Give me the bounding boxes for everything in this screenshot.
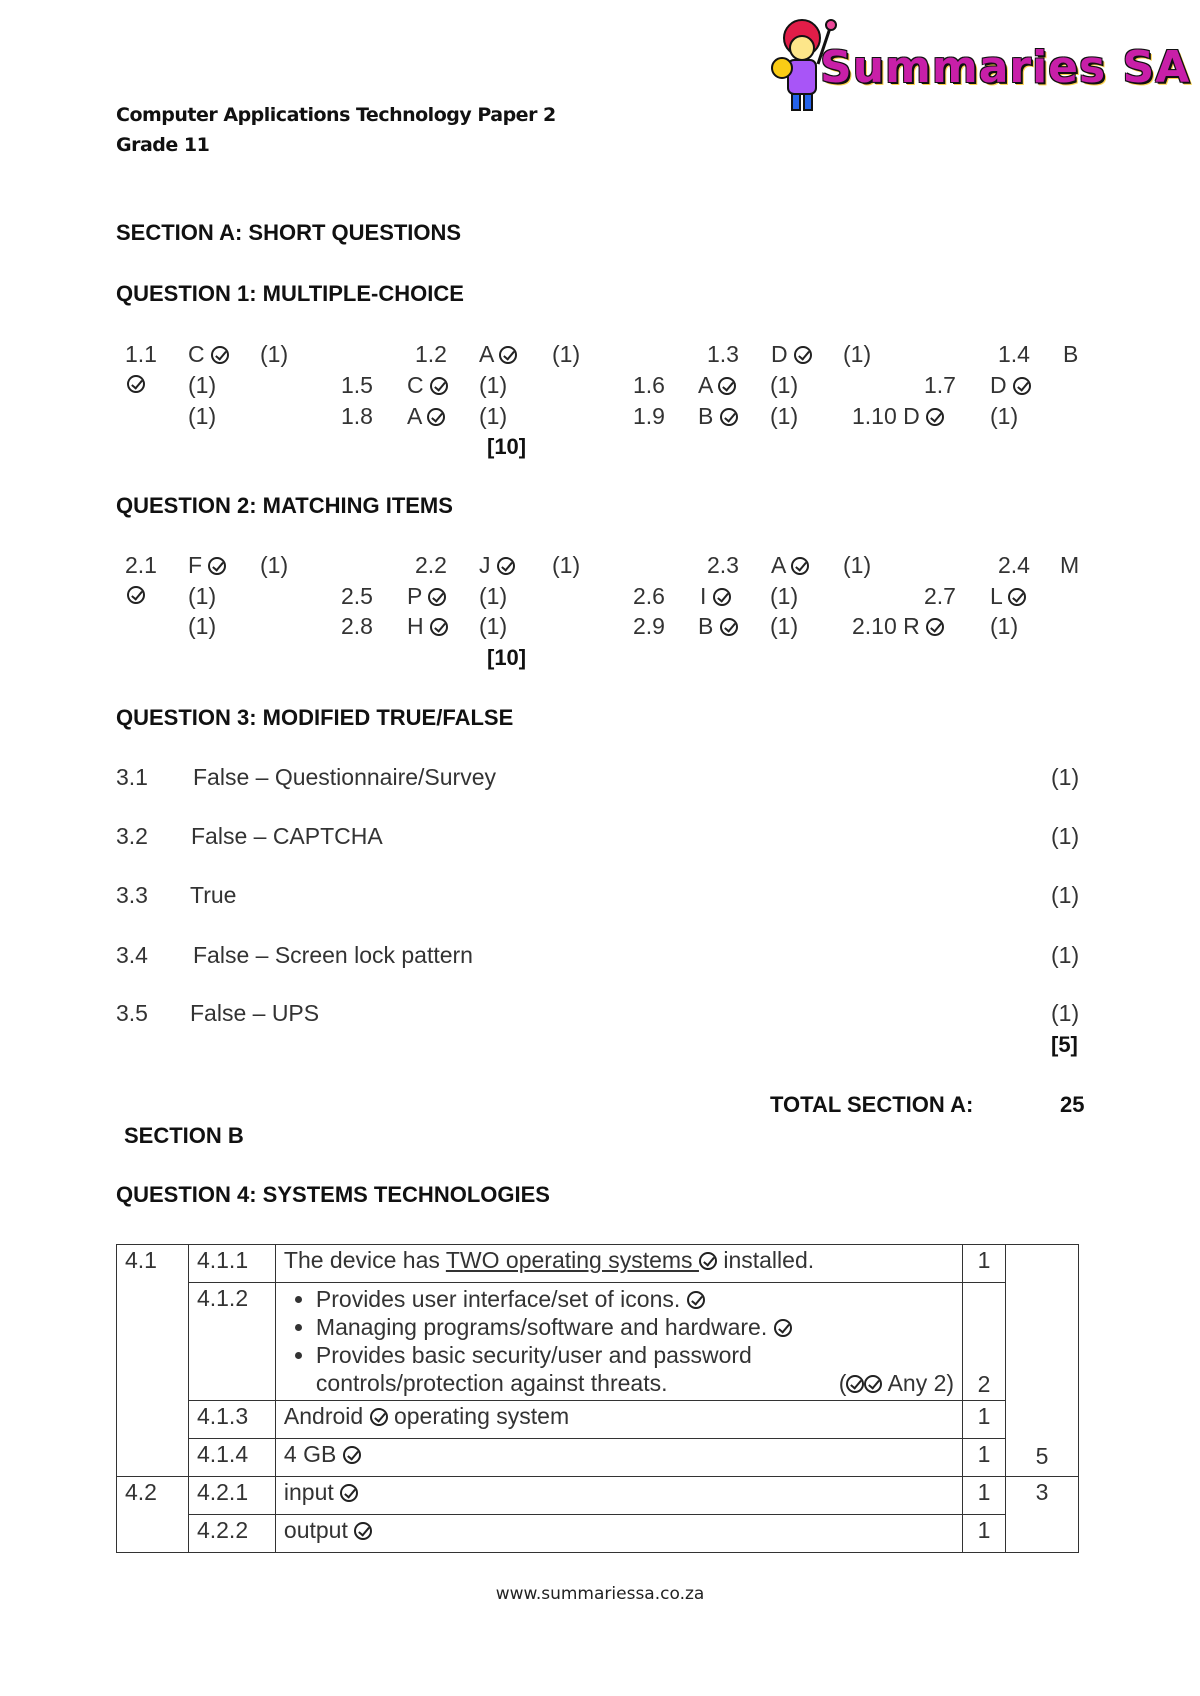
tick-icon bbox=[427, 408, 445, 426]
paper-title: Computer Applications Technology Paper 2 bbox=[116, 104, 556, 126]
q2-mark: (1) bbox=[552, 552, 581, 578]
q1-answer: C bbox=[188, 341, 229, 368]
q2-num: 2.4 bbox=[998, 552, 1030, 578]
tick-icon bbox=[370, 1408, 388, 1426]
tick-icon bbox=[430, 377, 448, 395]
q1-mark: (1) bbox=[843, 341, 872, 367]
q2-answer: J bbox=[479, 552, 515, 579]
sub-question-cell: 4.2.1 bbox=[188, 1477, 275, 1515]
q1-mark: (1) bbox=[188, 403, 217, 429]
q2-answer: P bbox=[407, 583, 446, 610]
q1-mark: (1) bbox=[260, 341, 289, 367]
q3-total: [5] bbox=[1051, 1032, 1078, 1057]
q1-mark: (1) bbox=[770, 372, 799, 398]
grade-label: Grade 11 bbox=[116, 134, 210, 156]
q1-answer: A bbox=[698, 372, 736, 399]
sub-question-cell: 4.1.1 bbox=[188, 1245, 275, 1283]
tick-icon bbox=[926, 408, 944, 426]
tick-icon bbox=[127, 375, 145, 393]
question-number: 4.1 bbox=[125, 1247, 157, 1273]
q3-num: 3.3 bbox=[116, 882, 148, 908]
q2-answer: L bbox=[990, 583, 1026, 610]
answer-cell: Android operating system bbox=[275, 1401, 962, 1439]
q2-answer: H bbox=[407, 613, 448, 640]
tick-icon bbox=[208, 557, 226, 575]
q1-answer: A bbox=[407, 403, 445, 430]
q2-mark: (1) bbox=[990, 613, 1019, 639]
mark-cell: 1 bbox=[963, 1477, 1006, 1515]
q2-num: 2.8 bbox=[341, 613, 373, 639]
q2-total: [10] bbox=[487, 645, 527, 670]
tick-icon bbox=[497, 557, 515, 575]
q1-num: 1.7 bbox=[924, 372, 956, 398]
table-row bbox=[117, 1515, 1079, 1553]
q2-num: 2.2 bbox=[415, 552, 447, 578]
q2-num: 2.9 bbox=[633, 613, 665, 639]
q2-mark: (1) bbox=[479, 583, 508, 609]
question-2-title: QUESTION 2: MATCHING ITEMS bbox=[116, 493, 453, 518]
q1-num: 1.3 bbox=[707, 341, 739, 367]
tick-icon bbox=[354, 1522, 372, 1540]
q3-num: 3.4 bbox=[116, 942, 148, 968]
tick-icon bbox=[791, 557, 809, 575]
q3-num: 3.1 bbox=[116, 764, 148, 790]
q1-mark: (1) bbox=[188, 372, 217, 398]
q1-answer: D bbox=[771, 341, 812, 368]
q1-answer: C bbox=[407, 372, 448, 399]
q2-answer: B bbox=[698, 613, 738, 640]
q1-num: 1.5 bbox=[341, 372, 373, 398]
q1-mark: (1) bbox=[479, 403, 508, 429]
q2-num: 2.5 bbox=[341, 583, 373, 609]
q2-mark: (1) bbox=[260, 552, 289, 578]
tick-icon bbox=[720, 618, 738, 636]
q3-mark: (1) bbox=[1051, 764, 1080, 790]
q1-num: 1.1 bbox=[125, 341, 157, 367]
tick-icon bbox=[499, 346, 517, 364]
q1-answer: B bbox=[1063, 341, 1079, 367]
q3-mark: (1) bbox=[1051, 1000, 1080, 1026]
any-two-note: ( Any 2) bbox=[838, 1370, 955, 1396]
q1-mark: (1) bbox=[479, 372, 508, 398]
q3-answer: False – Questionnaire/Survey bbox=[193, 764, 496, 790]
q1-mark: (1) bbox=[770, 403, 799, 429]
q2-num: 2.3 bbox=[707, 552, 739, 578]
mark-cell: 1 bbox=[963, 1401, 1006, 1439]
question-1-title: QUESTION 1: MULTIPLE-CHOICE bbox=[116, 281, 464, 306]
q1-num: 1.6 bbox=[633, 372, 665, 398]
answer-bullet-list bbox=[284, 1285, 954, 1369]
q1-mark: (1) bbox=[552, 341, 581, 367]
subtotal-cell bbox=[1006, 1477, 1079, 1553]
question-4-title: QUESTION 4: SYSTEMS TECHNOLOGIES bbox=[116, 1182, 550, 1207]
q2-num: 2.7 bbox=[924, 583, 956, 609]
q1-answer: 1.10 D bbox=[852, 403, 944, 430]
answer-cell: The device has TWO operating systems installed. bbox=[275, 1245, 962, 1283]
q3-mark: (1) bbox=[1051, 823, 1080, 849]
tick-icon bbox=[713, 588, 731, 606]
sub-question-cell: 4.1.4 bbox=[188, 1439, 275, 1477]
question-3-title: QUESTION 3: MODIFIED TRUE/FALSE bbox=[116, 705, 514, 730]
mark-cell: 2 bbox=[963, 1283, 1006, 1401]
tick-icon bbox=[1008, 588, 1026, 606]
q2-answer: 2.10 R bbox=[852, 613, 944, 640]
tick-icon bbox=[718, 377, 736, 395]
q1-answer: A bbox=[479, 341, 517, 368]
q3-mark: (1) bbox=[1051, 942, 1080, 968]
q3-answer: False – Screen lock pattern bbox=[193, 942, 473, 968]
tick-icon bbox=[687, 1291, 705, 1309]
q2-mark: (1) bbox=[479, 613, 508, 639]
q2-answer: I bbox=[700, 583, 731, 610]
subtotal-value: 5 bbox=[1035, 1443, 1049, 1469]
underlined-answer: TWO operating systems bbox=[445, 1247, 699, 1273]
q2-answer: M bbox=[1060, 552, 1080, 578]
table-row bbox=[117, 1477, 1079, 1515]
q3-num: 3.5 bbox=[116, 1000, 148, 1026]
mark-cell: 1 bbox=[963, 1515, 1006, 1553]
q2-mark: (1) bbox=[770, 613, 799, 639]
total-section-a-label: TOTAL SECTION A: bbox=[770, 1092, 974, 1117]
q3-answer: False – CAPTCHA bbox=[191, 823, 383, 849]
q1-answer bbox=[127, 375, 145, 396]
tick-icon bbox=[127, 586, 145, 604]
q1-answer: D bbox=[990, 372, 1031, 399]
question-number-cell bbox=[117, 1245, 189, 1477]
subtotal-cell bbox=[1006, 1245, 1079, 1477]
question-number-cell bbox=[117, 1477, 189, 1553]
q3-mark: (1) bbox=[1051, 882, 1080, 908]
q1-num: 1.4 bbox=[998, 341, 1030, 367]
tick-icon bbox=[1013, 377, 1031, 395]
tick-icon bbox=[211, 346, 229, 364]
table-row bbox=[117, 1283, 1079, 1401]
list-item: • Provides user interface/set of icons. bbox=[316, 1285, 954, 1313]
q2-mark: (1) bbox=[188, 583, 217, 609]
q2-num: 2.1 bbox=[125, 552, 157, 578]
mark-cell: 1 bbox=[963, 1245, 1006, 1283]
q3-answer: True bbox=[190, 882, 237, 908]
logo-text: Summaries SA bbox=[820, 42, 1191, 93]
list-item: • Provides basic security/user and password bbox=[316, 1341, 954, 1369]
question-number: 4.2 bbox=[125, 1479, 157, 1505]
sub-question-cell: 4.2.2 bbox=[188, 1515, 275, 1553]
answer-cell: output bbox=[275, 1515, 962, 1553]
q2-answer: F bbox=[188, 552, 226, 579]
answer-cell bbox=[275, 1283, 962, 1401]
tick-icon bbox=[846, 1375, 864, 1393]
tick-icon bbox=[343, 1446, 361, 1464]
tick-icon bbox=[794, 346, 812, 364]
tick-icon bbox=[774, 1319, 792, 1337]
sub-question-cell: 4.1.3 bbox=[188, 1401, 275, 1439]
q3-answer: False – UPS bbox=[190, 1000, 320, 1026]
answer-cell: input bbox=[275, 1477, 962, 1515]
q1-total: [10] bbox=[487, 434, 527, 459]
list-item: • Managing programs/software and hardware. bbox=[316, 1313, 954, 1341]
q2-mark: (1) bbox=[770, 583, 799, 609]
total-section-a-value: 25 bbox=[1060, 1092, 1085, 1117]
tick-icon bbox=[926, 618, 944, 636]
tick-icon bbox=[864, 1375, 882, 1393]
q1-num: 1.9 bbox=[633, 403, 665, 429]
q1-answer: B bbox=[698, 403, 738, 430]
question-4-table bbox=[116, 1244, 1079, 1553]
tick-icon bbox=[340, 1484, 358, 1502]
subtotal-value: 3 bbox=[1035, 1479, 1049, 1505]
tick-icon bbox=[430, 618, 448, 636]
q2-answer bbox=[127, 586, 145, 607]
tick-icon bbox=[699, 1252, 717, 1270]
answer-cell: 4 GB bbox=[275, 1439, 962, 1477]
q2-mark: (1) bbox=[188, 613, 217, 639]
mark-cell: 1 bbox=[963, 1439, 1006, 1477]
section-a-title: SECTION A: SHORT QUESTIONS bbox=[116, 220, 462, 245]
logo bbox=[768, 8, 1191, 118]
q1-num: 1.2 bbox=[415, 341, 447, 367]
tick-icon bbox=[720, 408, 738, 426]
q1-num: 1.8 bbox=[341, 403, 373, 429]
q2-num: 2.6 bbox=[633, 583, 665, 609]
q3-num: 3.2 bbox=[116, 823, 148, 849]
footer-url[interactable]: www.summariessa.co.za bbox=[495, 1584, 705, 1604]
q1-mark: (1) bbox=[990, 403, 1019, 429]
q2-mark: (1) bbox=[843, 552, 872, 578]
table-row bbox=[117, 1245, 1079, 1283]
table-row bbox=[117, 1439, 1079, 1477]
sub-question-cell: 4.1.2 bbox=[188, 1283, 275, 1401]
section-b-title: SECTION B bbox=[124, 1123, 244, 1148]
tick-icon bbox=[428, 588, 446, 606]
bullet-continuation: controls/protection against threats. ( Any 2) bbox=[315, 1370, 955, 1396]
table-row bbox=[117, 1401, 1079, 1439]
q2-answer: A bbox=[771, 552, 809, 579]
